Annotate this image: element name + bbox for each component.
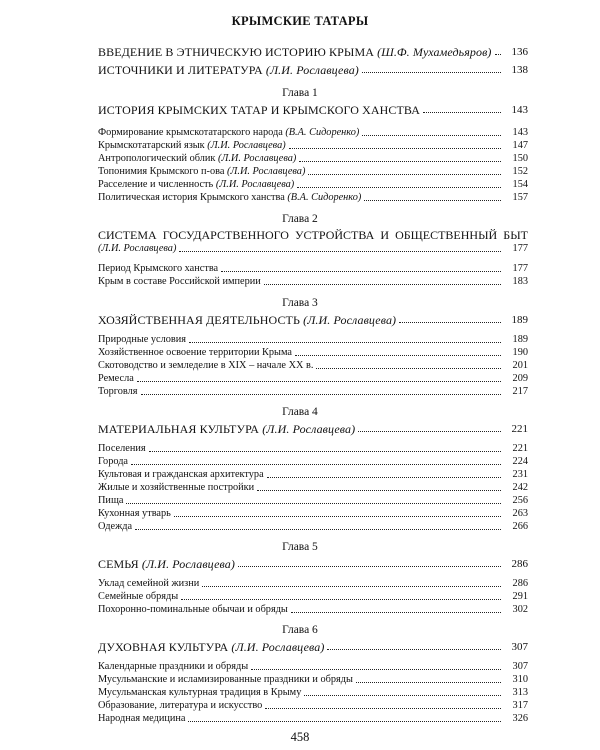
chapter-2-label: Глава 2 (282, 213, 318, 225)
dot-leader (188, 721, 501, 722)
entry-page: 224 (512, 456, 528, 467)
entry-author: (В.А. Сидоренко) (285, 127, 360, 138)
entry-author: (Л.И. Рославцева) (215, 179, 295, 190)
entry-page: 291 (512, 591, 528, 602)
entry-author: (Л.И. Рославцева) (231, 640, 325, 654)
chapter-2-heading-line1[interactable]: СИСТЕМА ГОСУДАРСТВЕННОГО УСТРОЙСТВА И ОБЩЕСТВЕННЫЙ БЫТ (98, 228, 528, 242)
entry-title: Крымскотатарский язык (98, 140, 205, 151)
entry-title: Семейные обряды (98, 591, 179, 602)
dot-leader (181, 599, 501, 600)
chapter-1-label: Глава 1 (282, 87, 318, 99)
chapter-3-heading[interactable] (98, 311, 528, 327)
toc-entry-introduction[interactable] (98, 43, 528, 59)
dot-leader (135, 529, 501, 530)
entry-page: 138 (511, 64, 528, 76)
dot-leader (316, 368, 501, 369)
dot-leader (149, 451, 501, 452)
entry-page: 143 (511, 104, 528, 116)
dot-leader (131, 464, 501, 465)
entry-title: Период Крымского ханства (98, 263, 219, 274)
entry-title: Расселение и численность (98, 179, 214, 190)
entry-title: Поселения (98, 443, 146, 454)
entry-page: 302 (512, 604, 528, 615)
entry-page: 183 (512, 276, 528, 287)
entry-title: ВВЕДЕНИЕ В ЭТНИЧЕСКУЮ ИСТОРИЮ КРЫМА (98, 45, 374, 59)
chapter-2-heading-line2[interactable] (98, 240, 528, 256)
entry-page: 310 (512, 674, 528, 685)
entry-author: (Л.И. Рославцева) (265, 63, 359, 77)
toc-entry[interactable] (98, 189, 528, 205)
toc-entry-sources[interactable] (98, 61, 528, 77)
entry-author: (Ш.Ф. Мухамедьяров) (377, 45, 492, 59)
chapter-1-heading[interactable] (98, 101, 528, 117)
dot-leader (257, 490, 501, 491)
toc-entry[interactable] (98, 273, 528, 289)
chapter-6-heading[interactable] (98, 638, 528, 654)
dot-leader (308, 174, 501, 175)
entry-author: (Л.И. Рославцева) (141, 557, 235, 571)
dot-leader (364, 200, 501, 201)
entry-title: ИСТОРИЯ КРЫМСКИХ ТАТАР И КРЫМСКОГО ХАНСТВА (98, 103, 421, 117)
page-number: 458 (290, 730, 310, 744)
chapter-3-label: Глава 3 (282, 297, 318, 309)
entry-title: Крым в составе Российской империи (98, 276, 261, 287)
entry-title: Похоронно-поминальные обычаи и обряды (98, 604, 288, 615)
entry-title: Ремесла (98, 373, 134, 384)
entry-title: ИСТОЧНИКИ И ЛИТЕРАТУРА (98, 63, 263, 77)
entry-author: (Л.И. Рославцева) (226, 166, 306, 177)
toc-entry[interactable] (98, 383, 528, 399)
entry-page: 201 (512, 360, 528, 371)
entry-title: Мусульманские и исламизированные праздники и обряды (98, 674, 353, 685)
entry-title: Торговля (98, 386, 138, 397)
dot-leader (297, 187, 501, 188)
entry-page: 317 (512, 700, 528, 711)
entry-title: Формирование крымскотатарского народа (98, 127, 283, 138)
entry-page: 263 (512, 508, 528, 519)
entry-page: 143 (512, 127, 528, 138)
dot-leader (304, 695, 501, 696)
entry-page: 147 (512, 140, 528, 151)
dot-leader (289, 148, 501, 149)
dot-leader (362, 72, 501, 73)
dot-leader (141, 394, 501, 395)
entry-page: 157 (512, 192, 528, 203)
toc-entry[interactable] (98, 601, 528, 617)
dot-leader (295, 355, 501, 356)
entry-title: Топонимия Крымского п-ова (98, 166, 225, 177)
entry-page: 217 (512, 386, 528, 397)
dot-leader (362, 135, 501, 136)
entry-title: Народная медицина (98, 713, 186, 724)
dot-leader (179, 251, 501, 252)
entry-title: МАТЕРИАЛЬНАЯ КУЛЬТУРА (98, 422, 260, 436)
entry-title: Мусульманская культурная традиция в Крыму (98, 687, 302, 698)
dot-leader (495, 54, 501, 55)
entry-page: 221 (512, 443, 528, 454)
entry-title: Политическая история Крымского ханства (98, 192, 285, 203)
dot-leader (399, 322, 501, 323)
entry-page: 189 (512, 334, 528, 345)
entry-page: 307 (511, 641, 528, 653)
page-title: КРЫМСКИЕ ТАТАРЫ (231, 14, 369, 28)
chapter-4-heading[interactable] (98, 420, 528, 436)
entry-page: 326 (512, 713, 528, 724)
chapter-5-label: Глава 5 (282, 541, 318, 553)
dot-leader (358, 431, 501, 432)
dot-leader (264, 284, 501, 285)
entry-title: Культовая и гражданская архитектура (98, 469, 264, 480)
entry-title: Скотоводство и земледелие в XIX – начале XX в. (98, 360, 314, 371)
entry-title: Образование, литература и искусство (98, 700, 263, 711)
chapter-6-label: Глава 6 (282, 624, 318, 636)
entry-title: Одежда (98, 521, 133, 532)
dot-leader (265, 708, 501, 709)
entry-page: 177 (512, 243, 528, 254)
chapter-5-heading[interactable] (98, 555, 528, 571)
entry-title: Природные условия (98, 334, 187, 345)
entry-title: ХОЗЯЙСТВЕННАЯ ДЕЯТЕЛЬНОСТЬ (98, 313, 300, 327)
entry-page: 266 (512, 521, 528, 532)
entry-page: 313 (512, 687, 528, 698)
entry-title: СЕМЬЯ (98, 557, 139, 571)
entry-author: (Л.И. Рославцева) (207, 140, 286, 151)
dot-leader (202, 586, 501, 587)
dot-leader (423, 112, 501, 113)
dot-leader (327, 649, 501, 650)
entry-author: (Л.И. Рославцева) (98, 243, 177, 254)
dot-leader (299, 161, 501, 162)
entry-page: 209 (512, 373, 528, 384)
entry-author: (Л.И. Рославцева) (303, 313, 397, 327)
entry-title: Жилые и хозяйственные постройки (98, 482, 255, 493)
entry-title: Уклад семейной жизни (98, 578, 200, 589)
entry-page: 177 (512, 263, 528, 274)
entry-page: 286 (512, 578, 528, 589)
dot-leader (189, 342, 501, 343)
entry-title: Пища (98, 495, 124, 506)
entry-page: 150 (512, 153, 528, 164)
dot-leader (238, 566, 501, 567)
entry-page: 231 (512, 469, 528, 480)
entry-author: (В.А. Сидоренко) (287, 192, 362, 203)
entry-page: 242 (512, 482, 528, 493)
entry-author: (Л.И. Рославцева) (217, 153, 297, 164)
entry-page: 136 (511, 46, 528, 58)
entry-title: ДУХОВНАЯ КУЛЬТУРА (98, 640, 229, 654)
dot-leader (174, 516, 501, 517)
dot-leader (137, 381, 501, 382)
entry-page: 307 (512, 661, 528, 672)
entry-page: 286 (511, 558, 528, 570)
toc-entry[interactable] (98, 710, 528, 726)
entry-title: Кухонная утварь (98, 508, 171, 519)
entry-title: Календарные праздники и обряды (98, 661, 249, 672)
dot-leader (267, 477, 501, 478)
entry-title: Антропологический облик (98, 153, 216, 164)
entry-page: 221 (511, 423, 528, 435)
dot-leader (356, 682, 501, 683)
entry-page: 190 (512, 347, 528, 358)
entry-page: 152 (512, 166, 528, 177)
chapter-4-label: Глава 4 (282, 406, 318, 418)
dot-leader (291, 612, 501, 613)
entry-author: (Л.И. Рославцева) (262, 422, 356, 436)
toc-entry[interactable] (98, 518, 528, 534)
entry-title: Города (98, 456, 129, 467)
dot-leader (251, 669, 501, 670)
entry-page: 256 (512, 495, 528, 506)
entry-title: Хозяйственное освоение территории Крыма (98, 347, 292, 358)
dot-leader (126, 503, 501, 504)
entry-page: 154 (512, 179, 528, 190)
dot-leader (221, 271, 501, 272)
entry-page: 189 (511, 314, 528, 326)
